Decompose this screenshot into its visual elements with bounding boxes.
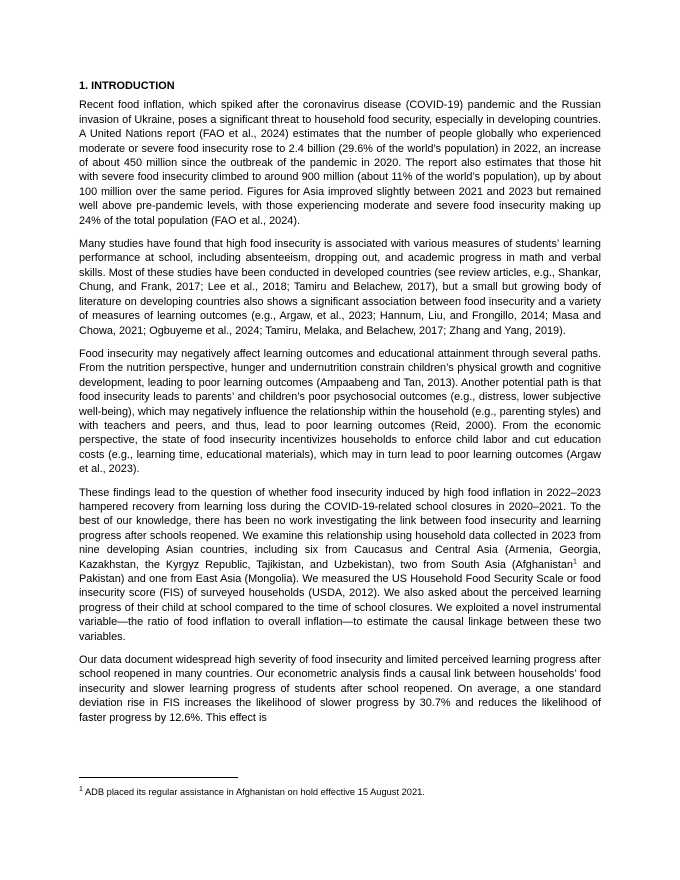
footnote-reference: 1 [573, 557, 577, 565]
footnote-divider [79, 777, 238, 778]
section-heading: 1. INTRODUCTION [79, 80, 175, 92]
footnote-text: ADB placed its regular assistance in Afghanistan on hold effective 15 August 2021. [82, 787, 425, 797]
paragraph-4-part-a: These findings lead to the question of whether food insecurity induced by high food inflation in 2022–2023 hampered recovery from learning loss during the COVID-19-related school closures in 2020–2021. To the best of our knowledge, there has been no work investigating the link between food insecurity and learning progress after schools reopened. We examine this relationship using household data collected in 2023 from nine developing Asian countries, including six from Caucasus and Central Asia (Armenia, Georgia, Kazakhstan, the Kyrgyz Republic, Tajikistan, and Uzbekistan), two from South Asia (Afghanistan [79, 486, 601, 571]
paragraph-1: Recent food inflation, which spiked after the coronavirus disease (COVID-19) pandemic and the Russian invasion of Ukraine, poses a significant threat to household food security, especially in developing countries. A United Nations report (FAO et al., 2024) estimates that the number of people globally who experienced moderate or severe food insecurity rose to 2.4 billion (29.6% of the world’s population) in 2022, an increase of about 450 million since the outbreak of the pandemic in 2020. The report also estimates that those hit with severe food insecurity climbed to around 900 million (about 11% of the world’s population), up by about 100 million over the same period. Figures for Asia improved slightly between 2021 and 2023 but remained well above pre-pandemic levels, with those experiencing moderate and severe food insecurity making up 24% of the total population (FAO et al., 2024). [79, 99, 601, 227]
paragraph-4-part-b: and Pakistan) and one from East Asia (Mongolia). We measured the US Household Food Security Scale or food insecurity score (FIS) of surveyed households (USDA, 2012). We also asked about the perceived learning progress of their child at school compared to the time of school closures. We exploited a novel instrumental variable—the ratio of food inflation to overall inflation—to estimate the causal linkage between these two variables. [79, 558, 601, 643]
page-body [79, 79, 601, 734]
footnote [79, 786, 601, 798]
paragraph-3: Food insecurity may negatively affect learning outcomes and educational attainment through several paths. From the nutrition perspective, hunger and undernutrition constrain children’s physical growth and cognitive development, leading to poor learning outcomes (Ampaabeng and Tan, 2013). Another potential path is that food insecurity leads to parents’ and children’s poor psychosocial outcomes (e.g., distress, lower subjective well-being), which may negatively influence the relationship within the household (e.g., parenting styles) and with teachers and peers, and thus, lead to poor learning outcomes (Reid, 2000). From the economic perspective, the state of food insecurity incentivizes households to enforce child labor and cut education costs (e.g., learning time, educational materials), which may in turn lead to poor learning outcomes (Argaw et al., 2023). [79, 347, 601, 476]
paragraph-5: Our data document widespread high severity of food insecurity and limited perceived learning progress after school reopened in many countries. Our econometric analysis finds a causal link between households’ food insecurity and slower learning progress of students after school reopened. On average, a one standard deviation rise in FIS increases the likelihood of slower progress by 30.7% and reduces the likelihood of faster progress by 12.6%. This effect is [79, 654, 601, 724]
paragraph-2: Many studies have found that high food insecurity is associated with various measures of students’ learning performance at school, including absenteeism, dropping out, and academic progress in math and verbal skills. Most of these studies have been conducted in developed countries (see review articles, e.g., Shankar, Chung, and Frank, 2017; Lee et al., 2018; Tamiru and Belachew, 2017), but a small but growing body of literature on developing countries also shows a significant association between food insecurity and a variety of measures of learning outcomes (e.g., Argaw, et al., 2023; Hannum, Liu, and Frongillo, 2014; Masa and Chowa, 2021; Ogbuyeme et al., 2024; Tamiru, Melaka, and Belachew, 2017; Zhang and Yang, 2019). [79, 238, 601, 337]
footnote-marker: 1 [79, 785, 83, 793]
paragraph-4 [79, 486, 601, 644]
